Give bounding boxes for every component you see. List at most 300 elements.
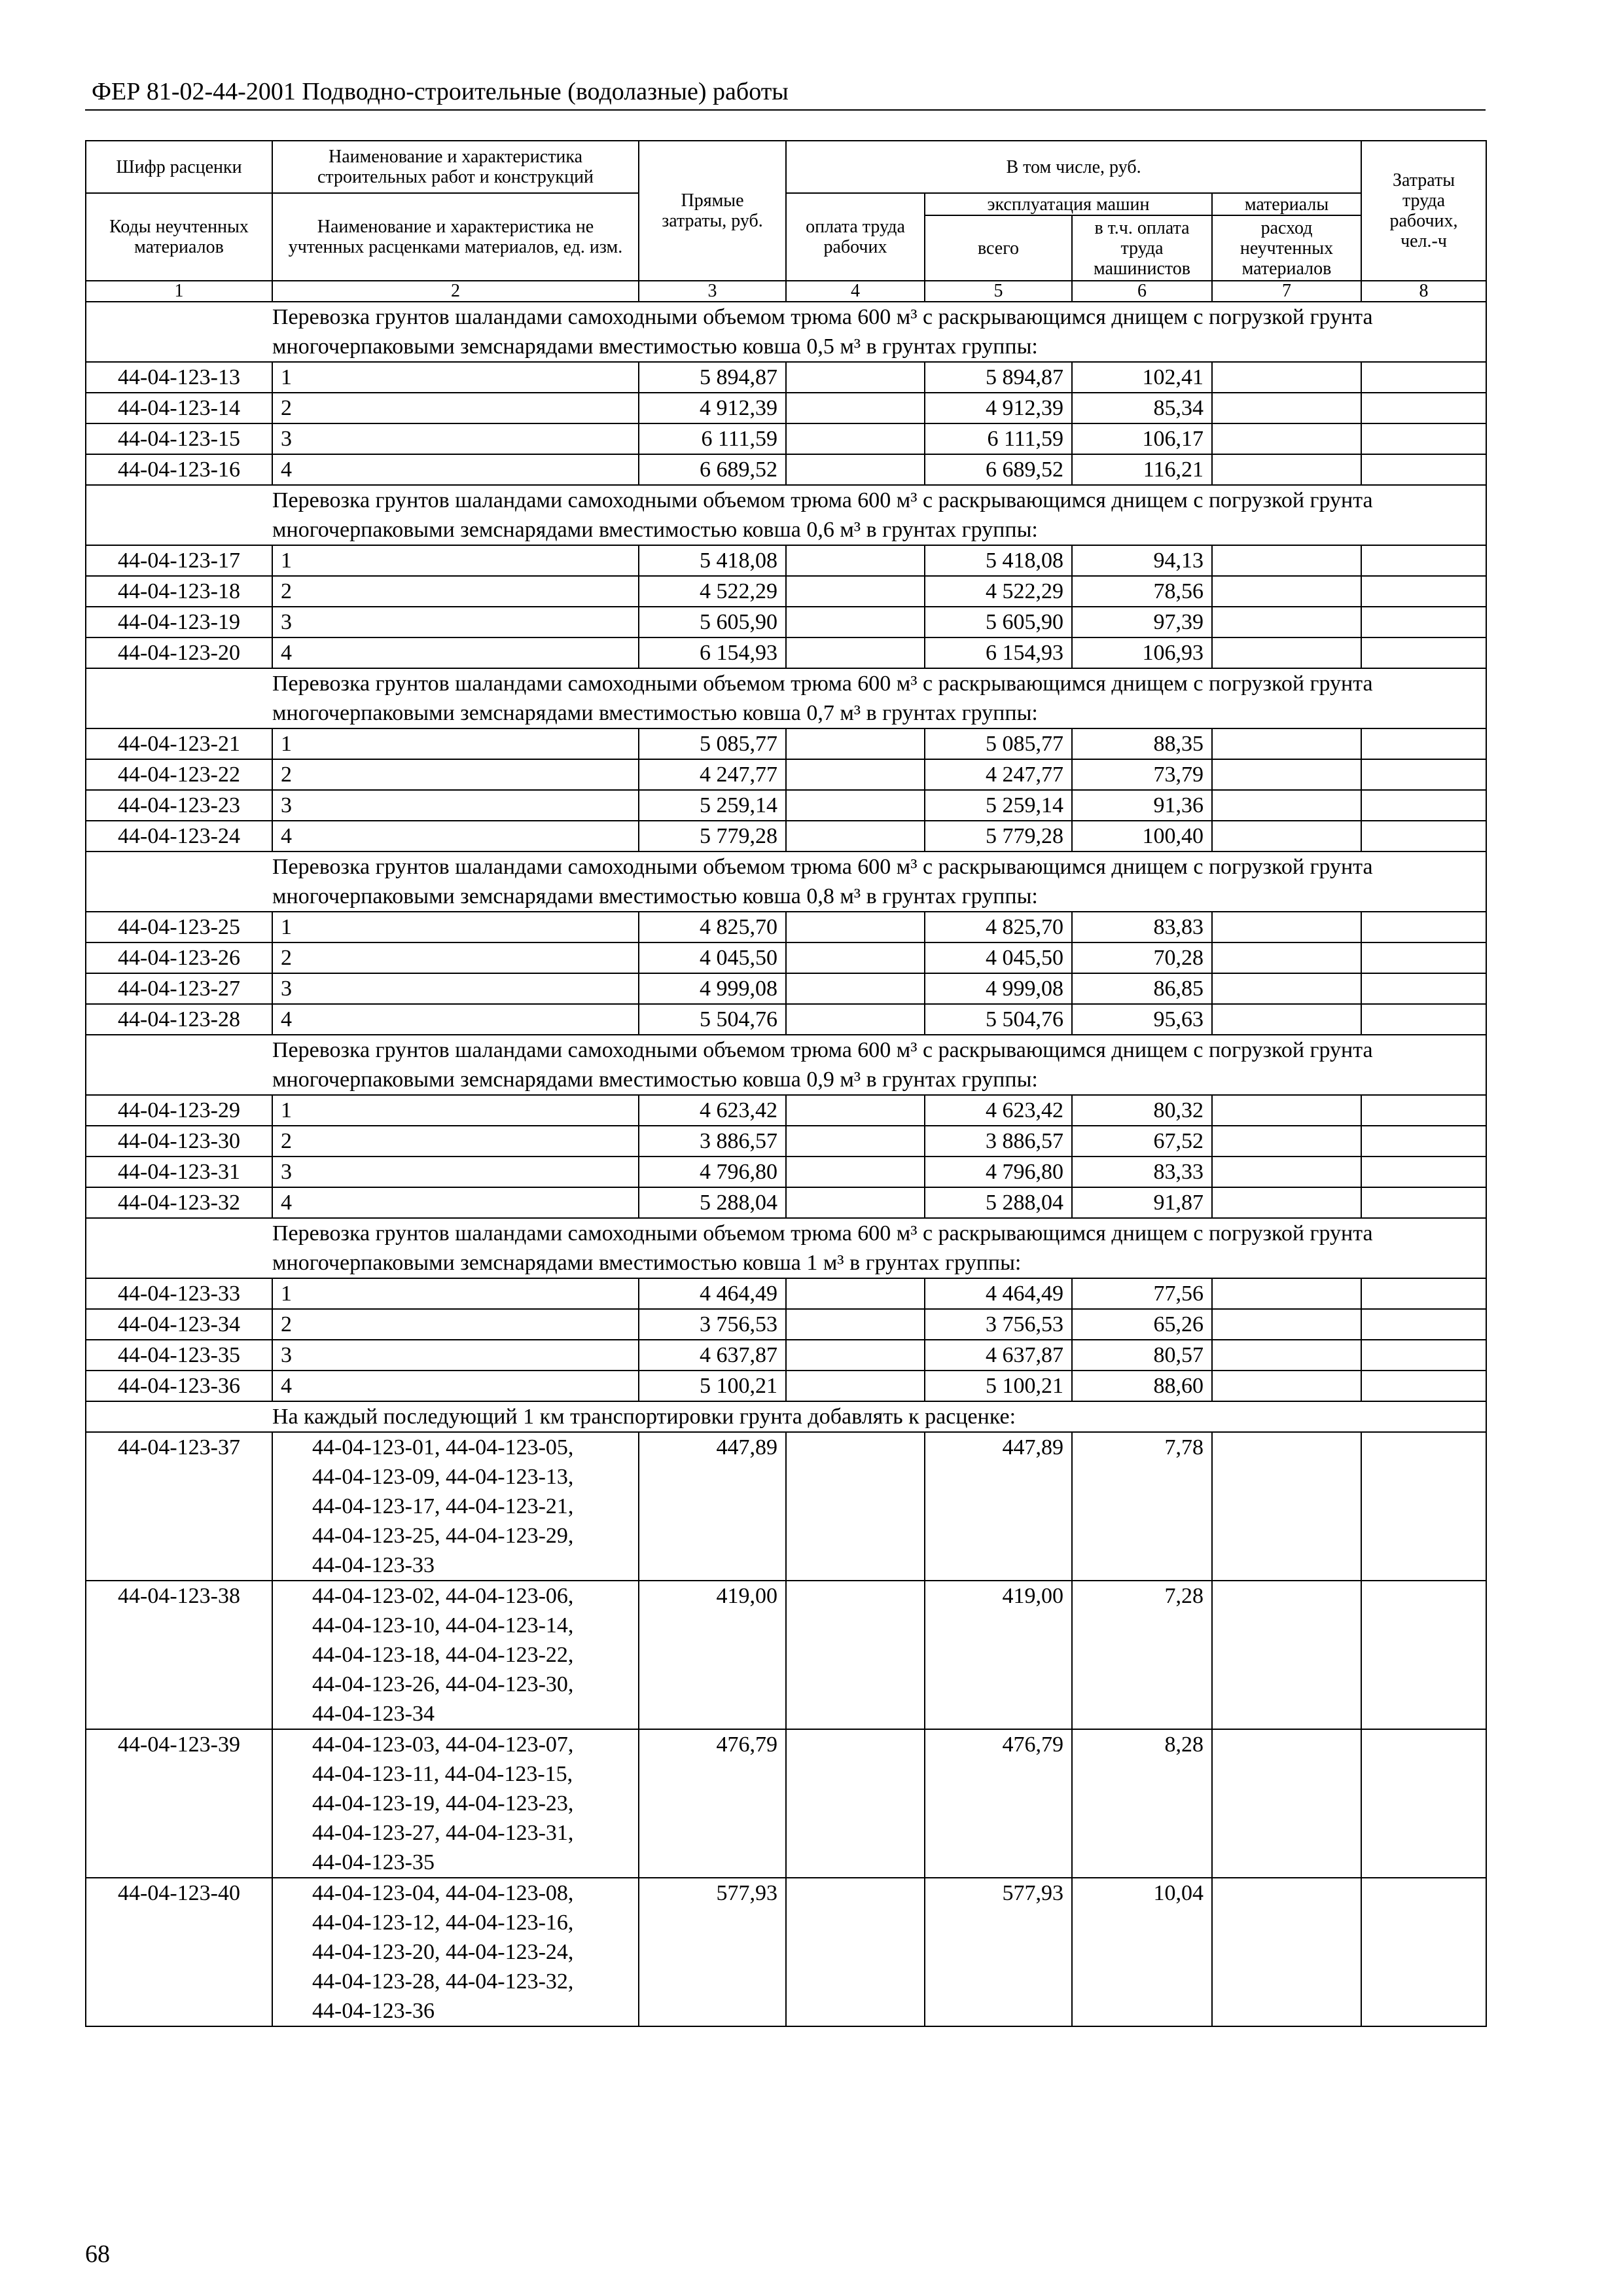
applies-to-rates	[272, 1729, 639, 1878]
header-machinist-pay: в т.ч. оплата труда машинистов	[1072, 215, 1212, 281]
unaccounted-materials-value	[1212, 1187, 1361, 1218]
direct-costs-value: 4 999,08	[639, 973, 786, 1004]
labor-pay-value	[786, 1126, 925, 1157]
soil-group: 1	[272, 1278, 639, 1309]
column-number: 6	[1072, 281, 1212, 302]
rate-code: 44-04-123-13	[86, 362, 272, 393]
direct-costs-value: 6 689,52	[639, 454, 786, 485]
rate-code: 44-04-123-16	[86, 454, 272, 485]
machines-total-value: 3 756,53	[925, 1309, 1072, 1340]
rate-code: 44-04-123-18	[86, 576, 272, 607]
direct-costs-value: 447,89	[639, 1432, 786, 1581]
table-row	[86, 759, 1486, 790]
table-row	[86, 1729, 1486, 1878]
rate-code: 44-04-123-36	[86, 1371, 272, 1401]
machines-total-value: 6 111,59	[925, 423, 1072, 454]
machinist-pay-value: 70,28	[1072, 942, 1212, 973]
applies-to-line: 44-04-123-11, 44-04-123-15,	[312, 1762, 573, 1786]
table-row	[86, 1581, 1486, 1729]
machinist-pay-value: 80,32	[1072, 1095, 1212, 1126]
unaccounted-materials-value	[1212, 942, 1361, 973]
section-title: На каждый последующий 1 км транспортировки грунта добавлять к расценке:	[86, 1401, 1486, 1432]
unaccounted-materials-value	[1212, 759, 1361, 790]
table-row	[86, 576, 1486, 607]
unaccounted-materials-value	[1212, 1729, 1361, 1878]
table-row	[86, 942, 1486, 973]
rate-code: 44-04-123-27	[86, 973, 272, 1004]
direct-costs-value: 419,00	[639, 1581, 786, 1729]
rate-code: 44-04-123-30	[86, 1126, 272, 1157]
table-row	[86, 423, 1486, 454]
machinist-pay-value: 116,21	[1072, 454, 1212, 485]
header-labor-pay: оплата труда рабочих	[786, 193, 925, 281]
header-unaccounted-names: Наименование и характеристика не учтенных расценками материалов, ед. изм.	[272, 193, 639, 281]
rate-code: 44-04-123-33	[86, 1278, 272, 1309]
labor-pay-value	[786, 1581, 925, 1729]
direct-costs-value: 4 464,49	[639, 1278, 786, 1309]
page-number: 68	[85, 2240, 110, 2268]
rate-code: 44-04-123-20	[86, 637, 272, 668]
rate-code: 44-04-123-32	[86, 1187, 272, 1218]
rate-code: 44-04-123-31	[86, 1157, 272, 1187]
direct-costs-value: 5 100,21	[639, 1371, 786, 1401]
machinist-pay-value: 91,36	[1072, 790, 1212, 821]
header-name: Наименование и характеристика строительных работ и конструкций	[272, 141, 639, 193]
table-row	[86, 912, 1486, 942]
labor-pay-value	[786, 912, 925, 942]
section-header-row	[86, 302, 1486, 362]
rate-code: 44-04-123-28	[86, 1004, 272, 1035]
unaccounted-materials-value	[1212, 1278, 1361, 1309]
section-title: Перевозка грунтов шаландами самоходными объемом трюма 600 м³ с раскрывающимся днищем с погрузкой грунта многочерпаковыми земснарядами вместимостью ковша 0,6 м³ в грунтах группы:	[86, 485, 1486, 545]
labor-pay-value	[786, 1157, 925, 1187]
machines-total-value: 5 894,87	[925, 362, 1072, 393]
machinist-pay-value: 7,78	[1072, 1432, 1212, 1581]
labor-costs-value	[1361, 1004, 1486, 1035]
rate-code: 44-04-123-23	[86, 790, 272, 821]
direct-costs-value: 476,79	[639, 1729, 786, 1878]
labor-costs-value	[1361, 728, 1486, 759]
column-number: 5	[925, 281, 1072, 302]
machines-total-value: 476,79	[925, 1729, 1072, 1878]
labor-costs-value	[1361, 1309, 1486, 1340]
machines-total-value: 4 247,77	[925, 759, 1072, 790]
unaccounted-materials-value	[1212, 1581, 1361, 1729]
table-row	[86, 1278, 1486, 1309]
applies-to-line: 44-04-123-28, 44-04-123-32,	[312, 1969, 574, 1994]
table-row	[86, 1340, 1486, 1371]
machinist-pay-value: 106,93	[1072, 637, 1212, 668]
labor-pay-value	[786, 576, 925, 607]
applies-to-line: 44-04-123-17, 44-04-123-21,	[312, 1494, 574, 1518]
unaccounted-materials-value	[1212, 790, 1361, 821]
labor-costs-value	[1361, 973, 1486, 1004]
table-header	[86, 141, 1486, 281]
soil-group: 1	[272, 362, 639, 393]
applies-to-line: 44-04-123-18, 44-04-123-22,	[312, 1643, 574, 1667]
labor-pay-value	[786, 1095, 925, 1126]
labor-pay-value	[786, 393, 925, 423]
rate-code: 44-04-123-35	[86, 1340, 272, 1371]
column-numbers-row	[86, 281, 1486, 302]
unaccounted-materials-value	[1212, 393, 1361, 423]
labor-costs-value	[1361, 1340, 1486, 1371]
labor-costs-value	[1361, 576, 1486, 607]
machinist-pay-value: 85,34	[1072, 393, 1212, 423]
machinist-pay-value: 83,33	[1072, 1157, 1212, 1187]
machinist-pay-value: 83,83	[1072, 912, 1212, 942]
machines-total-value: 4 045,50	[925, 942, 1072, 973]
header-including: В том числе, руб.	[786, 141, 1361, 193]
column-number: 4	[786, 281, 925, 302]
unaccounted-materials-value	[1212, 912, 1361, 942]
rate-code: 44-04-123-34	[86, 1309, 272, 1340]
labor-costs-value	[1361, 912, 1486, 942]
section-title: Перевозка грунтов шаландами самоходными объемом трюма 600 м³ с раскрывающимся днищем с погрузкой грунта многочерпаковыми земснарядами вместимостью ковша 0,8 м³ в грунтах группы:	[86, 852, 1486, 912]
section-title: Перевозка грунтов шаландами самоходными объемом трюма 600 м³ с раскрывающимся днищем с погрузкой грунта многочерпаковыми земснарядами вместимостью ковша 0,7 м³ в грунтах группы:	[86, 668, 1486, 728]
table-row	[86, 1187, 1486, 1218]
machines-total-value: 577,93	[925, 1878, 1072, 2026]
applies-to-rates	[272, 1878, 639, 2026]
machinist-pay-value: 7,28	[1072, 1581, 1212, 1729]
machines-total-value: 5 779,28	[925, 821, 1072, 852]
labor-pay-value	[786, 790, 925, 821]
column-number: 2	[272, 281, 639, 302]
machinist-pay-value: 88,35	[1072, 728, 1212, 759]
column-number: 1	[86, 281, 272, 302]
labor-pay-value	[786, 454, 925, 485]
machinist-pay-value: 80,57	[1072, 1340, 1212, 1371]
soil-group: 3	[272, 973, 639, 1004]
machinist-pay-value: 77,56	[1072, 1278, 1212, 1309]
direct-costs-value: 6 154,93	[639, 637, 786, 668]
unaccounted-materials-value	[1212, 454, 1361, 485]
soil-group: 1	[272, 545, 639, 576]
applies-to-line: 44-04-123-20, 44-04-123-24,	[312, 1940, 574, 1964]
table-row	[86, 973, 1486, 1004]
direct-costs-value: 5 779,28	[639, 821, 786, 852]
soil-group: 2	[272, 393, 639, 423]
direct-costs-value: 4 045,50	[639, 942, 786, 973]
soil-group: 3	[272, 423, 639, 454]
applies-to-line: 44-04-123-19, 44-04-123-23,	[312, 1791, 574, 1816]
soil-group: 2	[272, 942, 639, 973]
header-unaccounted-codes: Коды неучтенных материалов	[86, 193, 272, 281]
machines-total-value: 5 504,76	[925, 1004, 1072, 1035]
unaccounted-materials-value	[1212, 576, 1361, 607]
table-row	[86, 545, 1486, 576]
applies-to-line: 44-04-123-26, 44-04-123-30,	[312, 1672, 574, 1696]
table-row	[86, 1095, 1486, 1126]
rate-code: 44-04-123-19	[86, 607, 272, 637]
table-row	[86, 393, 1486, 423]
machines-total-value: 5 418,08	[925, 545, 1072, 576]
soil-group: 3	[272, 790, 639, 821]
labor-costs-value	[1361, 1095, 1486, 1126]
labor-costs-value	[1361, 423, 1486, 454]
machines-total-value: 447,89	[925, 1432, 1072, 1581]
machines-total-value: 5 100,21	[925, 1371, 1072, 1401]
direct-costs-value: 6 111,59	[639, 423, 786, 454]
labor-costs-value	[1361, 1157, 1486, 1187]
labor-costs-value	[1361, 1126, 1486, 1157]
labor-costs-value	[1361, 1729, 1486, 1878]
labor-pay-value	[786, 637, 925, 668]
machinist-pay-value: 91,87	[1072, 1187, 1212, 1218]
unaccounted-materials-value	[1212, 821, 1361, 852]
labor-pay-value	[786, 1004, 925, 1035]
column-number: 8	[1361, 281, 1486, 302]
unaccounted-materials-value	[1212, 1371, 1361, 1401]
rate-code: 44-04-123-15	[86, 423, 272, 454]
labor-pay-value	[786, 1278, 925, 1309]
applies-to-line: 44-04-123-01, 44-04-123-05,	[312, 1435, 574, 1460]
unaccounted-materials-value	[1212, 607, 1361, 637]
rate-code: 44-04-123-17	[86, 545, 272, 576]
labor-pay-value	[786, 973, 925, 1004]
machinist-pay-value: 88,60	[1072, 1371, 1212, 1401]
soil-group: 2	[272, 576, 639, 607]
section-header-row	[86, 1218, 1486, 1278]
applies-to-line: 44-04-123-09, 44-04-123-13,	[312, 1465, 574, 1489]
machines-total-value: 5 085,77	[925, 728, 1072, 759]
machinist-pay-value: 95,63	[1072, 1004, 1212, 1035]
labor-pay-value	[786, 362, 925, 393]
soil-group: 1	[272, 1095, 639, 1126]
unaccounted-materials-value	[1212, 1157, 1361, 1187]
labor-costs-value	[1361, 1187, 1486, 1218]
unaccounted-materials-value	[1212, 1126, 1361, 1157]
labor-costs-value	[1361, 1371, 1486, 1401]
labor-pay-value	[786, 1371, 925, 1401]
section-header-row	[86, 1401, 1486, 1432]
direct-costs-value: 5 259,14	[639, 790, 786, 821]
section-header-row	[86, 485, 1486, 545]
labor-pay-value	[786, 423, 925, 454]
labor-pay-value	[786, 607, 925, 637]
rate-code: 44-04-123-40	[86, 1878, 272, 2026]
column-number: 3	[639, 281, 786, 302]
rate-code: 44-04-123-39	[86, 1729, 272, 1878]
table-row	[86, 1004, 1486, 1035]
table-body	[86, 281, 1486, 2026]
applies-to-rates	[272, 1432, 639, 1581]
table-row	[86, 607, 1486, 637]
direct-costs-value: 5 418,08	[639, 545, 786, 576]
direct-costs-value: 5 504,76	[639, 1004, 786, 1035]
machines-total-value: 3 886,57	[925, 1126, 1072, 1157]
rate-code: 44-04-123-14	[86, 393, 272, 423]
machinist-pay-value: 106,17	[1072, 423, 1212, 454]
labor-costs-value	[1361, 1581, 1486, 1729]
machinist-pay-value: 86,85	[1072, 973, 1212, 1004]
labor-pay-value	[786, 728, 925, 759]
labor-costs-value	[1361, 362, 1486, 393]
direct-costs-value: 4 796,80	[639, 1157, 786, 1187]
labor-costs-value	[1361, 1432, 1486, 1581]
unaccounted-materials-value	[1212, 1340, 1361, 1371]
header-labor-costs: Затраты труда рабочих, чел.-ч	[1361, 141, 1486, 281]
machinist-pay-value: 67,52	[1072, 1126, 1212, 1157]
table-row	[86, 1126, 1486, 1157]
rate-code: 44-04-123-24	[86, 821, 272, 852]
direct-costs-value: 5 085,77	[639, 728, 786, 759]
soil-group: 4	[272, 637, 639, 668]
rate-code: 44-04-123-38	[86, 1581, 272, 1729]
labor-pay-value	[786, 1878, 925, 2026]
labor-costs-value	[1361, 759, 1486, 790]
unaccounted-materials-value	[1212, 1309, 1361, 1340]
machines-total-value: 4 464,49	[925, 1278, 1072, 1309]
labor-costs-value	[1361, 1278, 1486, 1309]
table-row	[86, 1157, 1486, 1187]
unaccounted-materials-value	[1212, 728, 1361, 759]
labor-pay-value	[786, 942, 925, 973]
machines-total-value: 6 154,93	[925, 637, 1072, 668]
labor-costs-value	[1361, 1878, 1486, 2026]
unaccounted-materials-value	[1212, 1432, 1361, 1581]
table-row	[86, 454, 1486, 485]
direct-costs-value: 4 912,39	[639, 393, 786, 423]
labor-costs-value	[1361, 454, 1486, 485]
direct-costs-value: 4 522,29	[639, 576, 786, 607]
machines-total-value: 4 912,39	[925, 393, 1072, 423]
applies-to-line: 44-04-123-25, 44-04-123-29,	[312, 1524, 574, 1548]
applies-to-line: 44-04-123-36	[312, 1999, 435, 2023]
table-row	[86, 362, 1486, 393]
soil-group: 4	[272, 454, 639, 485]
section-title: Перевозка грунтов шаландами самоходными объемом трюма 600 м³ с раскрывающимся днищем с погрузкой грунта многочерпаковыми земснарядами вместимостью ковша 0,9 м³ в грунтах группы:	[86, 1035, 1486, 1095]
labor-costs-value	[1361, 393, 1486, 423]
header-unaccounted-materials: расход неучтенных материалов	[1212, 215, 1361, 281]
soil-group: 3	[272, 1157, 639, 1187]
table-row	[86, 1309, 1486, 1340]
applies-to-line: 44-04-123-35	[312, 1850, 435, 1874]
soil-group: 1	[272, 912, 639, 942]
header-materials: материалы	[1212, 193, 1361, 215]
labor-costs-value	[1361, 942, 1486, 973]
applies-to-line: 44-04-123-02, 44-04-123-06,	[312, 1584, 574, 1608]
labor-costs-value	[1361, 790, 1486, 821]
machinist-pay-value: 100,40	[1072, 821, 1212, 852]
labor-pay-value	[786, 1340, 925, 1371]
soil-group: 2	[272, 759, 639, 790]
machines-total-value: 4 796,80	[925, 1157, 1072, 1187]
table-row	[86, 1432, 1486, 1581]
header-code: Шифр расценки	[86, 141, 272, 193]
rate-code: 44-04-123-29	[86, 1095, 272, 1126]
machines-total-value: 5 605,90	[925, 607, 1072, 637]
rates-table-container	[85, 140, 1486, 2027]
unaccounted-materials-value	[1212, 637, 1361, 668]
labor-pay-value	[786, 1187, 925, 1218]
section-header-row	[86, 852, 1486, 912]
machinist-pay-value: 78,56	[1072, 576, 1212, 607]
machines-total-value: 5 288,04	[925, 1187, 1072, 1218]
unaccounted-materials-value	[1212, 545, 1361, 576]
labor-costs-value	[1361, 607, 1486, 637]
machinist-pay-value: 94,13	[1072, 545, 1212, 576]
soil-group: 4	[272, 1371, 639, 1401]
direct-costs-value: 4 637,87	[639, 1340, 786, 1371]
labor-pay-value	[786, 1729, 925, 1878]
header-machine-operation: эксплуатация машин	[925, 193, 1212, 215]
applies-to-line: 44-04-123-34	[312, 1702, 435, 1726]
applies-to-line: 44-04-123-04, 44-04-123-08,	[312, 1881, 574, 1905]
rates-table	[85, 140, 1487, 2027]
rate-code: 44-04-123-22	[86, 759, 272, 790]
soil-group: 2	[272, 1126, 639, 1157]
rate-code: 44-04-123-37	[86, 1432, 272, 1581]
header-direct-costs: Прямые затраты, руб.	[639, 141, 786, 281]
direct-costs-value: 4 825,70	[639, 912, 786, 942]
machinist-pay-value: 65,26	[1072, 1309, 1212, 1340]
direct-costs-value: 3 886,57	[639, 1126, 786, 1157]
machinist-pay-value: 10,04	[1072, 1878, 1212, 2026]
labor-pay-value	[786, 759, 925, 790]
machines-total-value: 4 825,70	[925, 912, 1072, 942]
applies-to-line: 44-04-123-27, 44-04-123-31,	[312, 1821, 574, 1845]
rate-code: 44-04-123-25	[86, 912, 272, 942]
machinist-pay-value: 8,28	[1072, 1729, 1212, 1878]
direct-costs-value: 3 756,53	[639, 1309, 786, 1340]
section-header-row	[86, 668, 1486, 728]
unaccounted-materials-value	[1212, 973, 1361, 1004]
machines-total-value: 4 999,08	[925, 973, 1072, 1004]
machines-total-value: 4 522,29	[925, 576, 1072, 607]
column-number: 7	[1212, 281, 1361, 302]
header-machines-total: всего	[925, 215, 1072, 281]
direct-costs-value: 5 894,87	[639, 362, 786, 393]
unaccounted-materials-value	[1212, 362, 1361, 393]
applies-to-rates	[272, 1581, 639, 1729]
direct-costs-value: 577,93	[639, 1878, 786, 2026]
direct-costs-value: 5 605,90	[639, 607, 786, 637]
direct-costs-value: 5 288,04	[639, 1187, 786, 1218]
labor-costs-value	[1361, 637, 1486, 668]
machines-total-value: 4 623,42	[925, 1095, 1072, 1126]
applies-to-line: 44-04-123-10, 44-04-123-14,	[312, 1613, 574, 1638]
page-header: ФЕР 81-02-44-2001 Подводно-строительные (водолазные) работы	[92, 78, 789, 105]
unaccounted-materials-value	[1212, 1095, 1361, 1126]
table-row	[86, 637, 1486, 668]
machines-total-value: 5 259,14	[925, 790, 1072, 821]
soil-group: 4	[272, 1187, 639, 1218]
soil-group: 3	[272, 607, 639, 637]
unaccounted-materials-value	[1212, 423, 1361, 454]
soil-group: 3	[272, 1340, 639, 1371]
machines-total-value: 6 689,52	[925, 454, 1072, 485]
soil-group: 1	[272, 728, 639, 759]
table-row	[86, 728, 1486, 759]
soil-group: 2	[272, 1309, 639, 1340]
applies-to-line: 44-04-123-12, 44-04-123-16,	[312, 1910, 574, 1935]
labor-costs-value	[1361, 821, 1486, 852]
section-title: Перевозка грунтов шаландами самоходными объемом трюма 600 м³ с раскрывающимся днищем с погрузкой грунта многочерпаковыми земснарядами вместимостью ковша 1 м³ в грунтах группы:	[86, 1218, 1486, 1278]
machinist-pay-value: 102,41	[1072, 362, 1212, 393]
unaccounted-materials-value	[1212, 1004, 1361, 1035]
machines-total-value: 4 637,87	[925, 1340, 1072, 1371]
section-title: Перевозка грунтов шаландами самоходными объемом трюма 600 м³ с раскрывающимся днищем с погрузкой грунта многочерпаковыми земснарядами вместимостью ковша 0,5 м³ в грунтах группы:	[86, 302, 1486, 362]
machines-total-value: 419,00	[925, 1581, 1072, 1729]
labor-pay-value	[786, 1432, 925, 1581]
machinist-pay-value: 97,39	[1072, 607, 1212, 637]
labor-pay-value	[786, 545, 925, 576]
labor-pay-value	[786, 1309, 925, 1340]
direct-costs-value: 4 247,77	[639, 759, 786, 790]
table-row	[86, 1878, 1486, 2026]
direct-costs-value: 4 623,42	[639, 1095, 786, 1126]
